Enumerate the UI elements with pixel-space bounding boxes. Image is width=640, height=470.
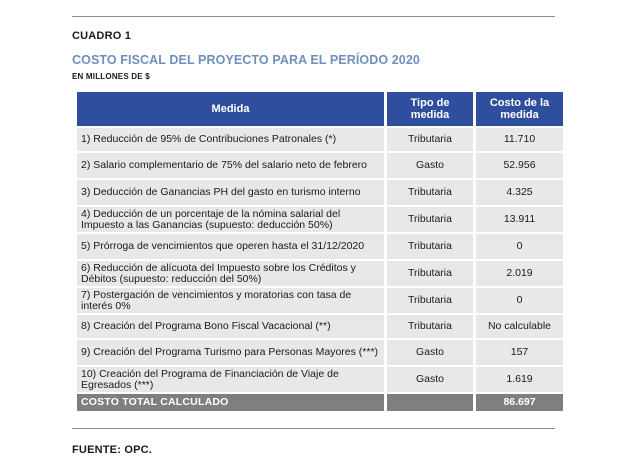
costo-cell: 1.619: [476, 367, 563, 392]
medida-cell: 2) Salario complementario de 75% del salario neto de febrero: [77, 153, 384, 178]
table-row: [77, 234, 563, 259]
medida-cell: 1) Reducción de 95% de Contribuciones Patronales (*): [77, 128, 384, 151]
tipo-cell: Tributaria: [387, 315, 473, 338]
table-row: [77, 180, 563, 205]
costo-cell: No calculable: [476, 315, 563, 338]
tipo-cell: Gasto: [387, 340, 473, 365]
top-rule: [72, 16, 555, 17]
table-row: [77, 367, 563, 392]
bottom-rule: [72, 428, 555, 429]
table-number: CUADRO 1: [72, 30, 132, 42]
header-tipo: Tipo de medida: [387, 92, 473, 126]
costo-cell: 52.956: [476, 153, 563, 178]
costo-cell: 13.911: [476, 207, 563, 232]
cost-table: [74, 90, 566, 413]
costo-cell: 11.710: [476, 128, 563, 151]
tipo-cell: Tributaria: [387, 128, 473, 151]
total-label: COSTO TOTAL CALCULADO: [77, 394, 384, 411]
costo-cell: 157: [476, 340, 563, 365]
table-row: [77, 153, 563, 178]
tipo-cell: Tributaria: [387, 207, 473, 232]
costo-cell: 2.019: [476, 261, 563, 286]
medida-cell: 9) Creación del Programa Turismo para Personas Mayores (***): [77, 340, 384, 365]
medida-cell: 4) Deducción de un porcentaje de la nómina salarial del Impuesto a las Ganancias (supuesto: deducción 50%): [77, 207, 384, 232]
table-row: [77, 340, 563, 365]
tipo-cell: Tributaria: [387, 180, 473, 205]
table-row: [77, 315, 563, 338]
total-tipo-cell: [387, 394, 473, 411]
table-row: [77, 128, 563, 151]
medida-cell: 8) Creación del Programa Bono Fiscal Vacacional (**): [77, 315, 384, 338]
tipo-cell: Tributaria: [387, 234, 473, 259]
table-row: [77, 207, 563, 232]
header-costo: Costo de la medida: [476, 92, 563, 126]
medida-cell: 7) Postergación de vencimientos y moratorias con tasa de interés 0%: [77, 288, 384, 313]
header-medida: Medida: [77, 92, 384, 126]
tipo-cell: Gasto: [387, 367, 473, 392]
units-label: EN MILLONES DE $: [72, 72, 150, 81]
total-row: [77, 394, 563, 411]
costo-cell: 0: [476, 234, 563, 259]
header-row: [77, 92, 563, 126]
table-title: COSTO FISCAL DEL PROYECTO PARA EL PERÍODO 2020: [72, 53, 420, 67]
medida-cell: 3) Deducción de Ganancias PH del gasto en turismo interno: [77, 180, 384, 205]
table-row: [77, 261, 563, 286]
costo-cell: 0: [476, 288, 563, 313]
medida-cell: 6) Reducción de alícuota del Impuesto sobre los Créditos y Débitos (supuesto: reducción del 50%): [77, 261, 384, 286]
table-row: [77, 288, 563, 313]
tipo-cell: Tributaria: [387, 288, 473, 313]
medida-cell: 5) Prórroga de vencimientos que operen hasta el 31/12/2020: [77, 234, 384, 259]
medida-cell: 10) Creación del Programa de Financiación de Viaje de Egresados (***): [77, 367, 384, 392]
total-value: 86.697: [476, 394, 563, 411]
tipo-cell: Gasto: [387, 153, 473, 178]
costo-cell: 4.325: [476, 180, 563, 205]
source-note: FUENTE: OPC.: [72, 444, 153, 456]
tipo-cell: Tributaria: [387, 261, 473, 286]
